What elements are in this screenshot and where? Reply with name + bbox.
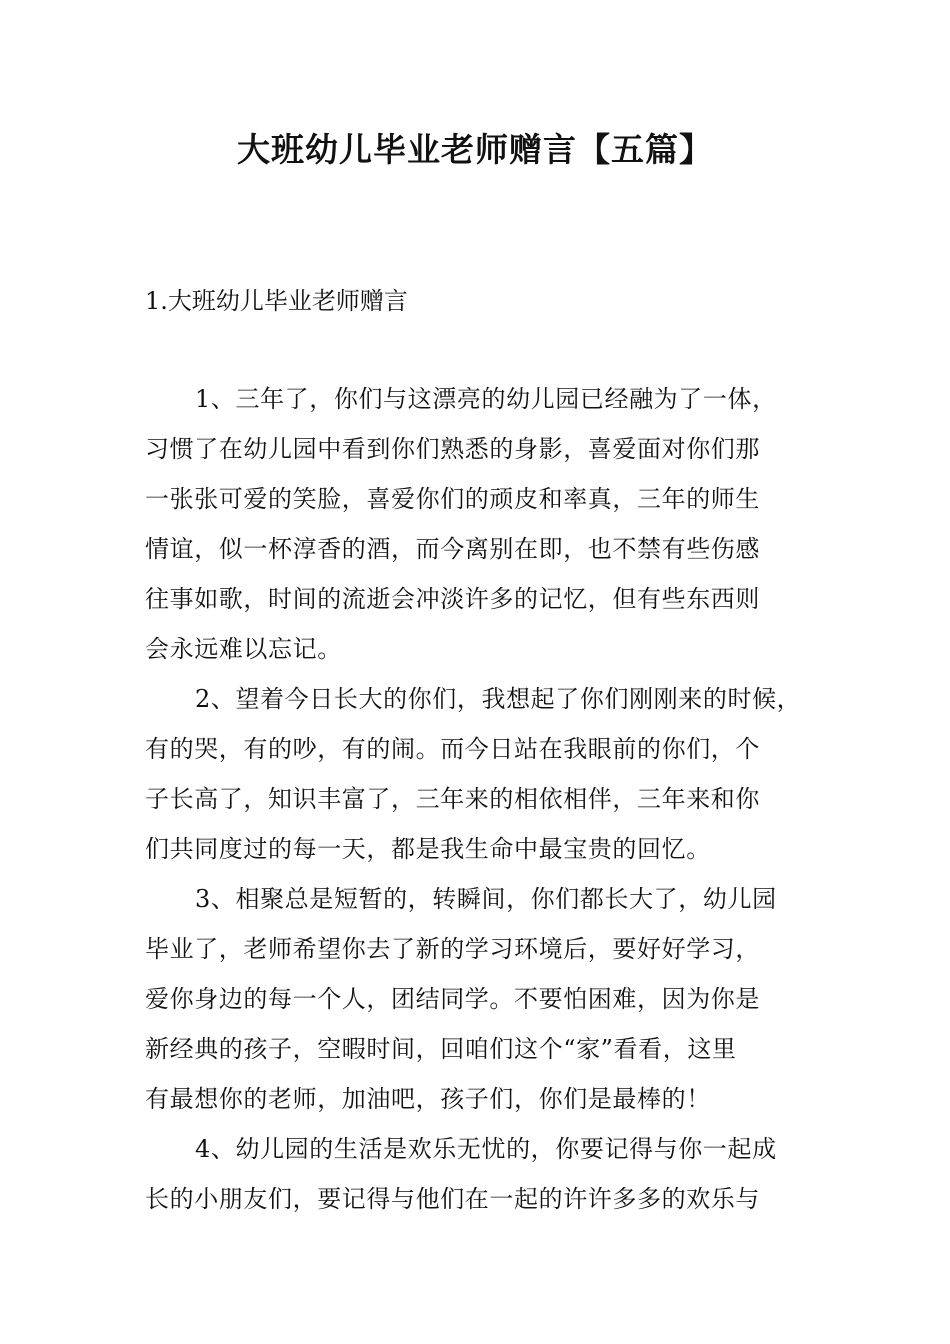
paragraph-3-line: 3、相聚总是短暂的，转瞬间，你们都长大了，幼儿园 [195, 885, 777, 913]
paragraph-3-line: 毕业了，老师希望你去了新的学习环境后，要好好学习， [145, 935, 760, 963]
paragraph-2-line: 子长高了，知识丰富了，三年来的相依相伴，三年来和你 [145, 785, 760, 813]
document-title: 大班幼儿毕业老师赠言【五篇】 [237, 130, 713, 169]
body-text [145, 380, 835, 1230]
paragraph-2-line: 有的哭，有的吵，有的闹。而今日站在我眼前的你们，个 [145, 735, 760, 763]
paragraph-2-line: 2、望着今日长大的你们，我想起了你们刚刚来的时候， [195, 685, 802, 713]
paragraph-1-line: 一张张可爱的笑脸，喜爱你们的顽皮和率真，三年的师生 [145, 485, 760, 513]
paragraph-2-line: 们共同度过的每一天，都是我生命中最宝贵的回忆。 [145, 835, 711, 863]
paragraph-1-line: 1、三年了，你们与这漂亮的幼儿园已经融为了一体， [195, 385, 777, 413]
paragraph-4-line: 长的小朋友们，要记得与他们在一起的许许多多的欢乐与 [145, 1185, 760, 1213]
paragraph-1-line: 习惯了在幼儿园中看到你们熟悉的身影，喜爱面对你们那 [145, 435, 760, 463]
paragraph-1-line: 情谊，似一杯淳香的酒，而今离别在即，也不禁有些伤感 [145, 535, 760, 563]
paragraph-1-line: 往事如歌，时间的流逝会冲淡许多的记忆，但有些东西则 [145, 585, 760, 613]
paragraph-3-line: 新经典的孩子，空暇时间，回咱们这个“家”看看，这里 [145, 1035, 737, 1063]
paragraph-3-line: 有最想你的老师，加油吧，孩子们，你们是最棒的！ [145, 1085, 711, 1113]
paragraph-4-line: 4、幼儿园的生活是欢乐无忧的，你要记得与你一起成 [195, 1135, 777, 1163]
paragraph-1-line: 会永远难以忘记。 [145, 635, 342, 663]
section-heading: 1.大班幼儿毕业老师赠言 [145, 287, 408, 315]
paragraph-3-line: 爱你身边的每一个人，团结同学。不要怕困难，因为你是 [145, 985, 760, 1013]
